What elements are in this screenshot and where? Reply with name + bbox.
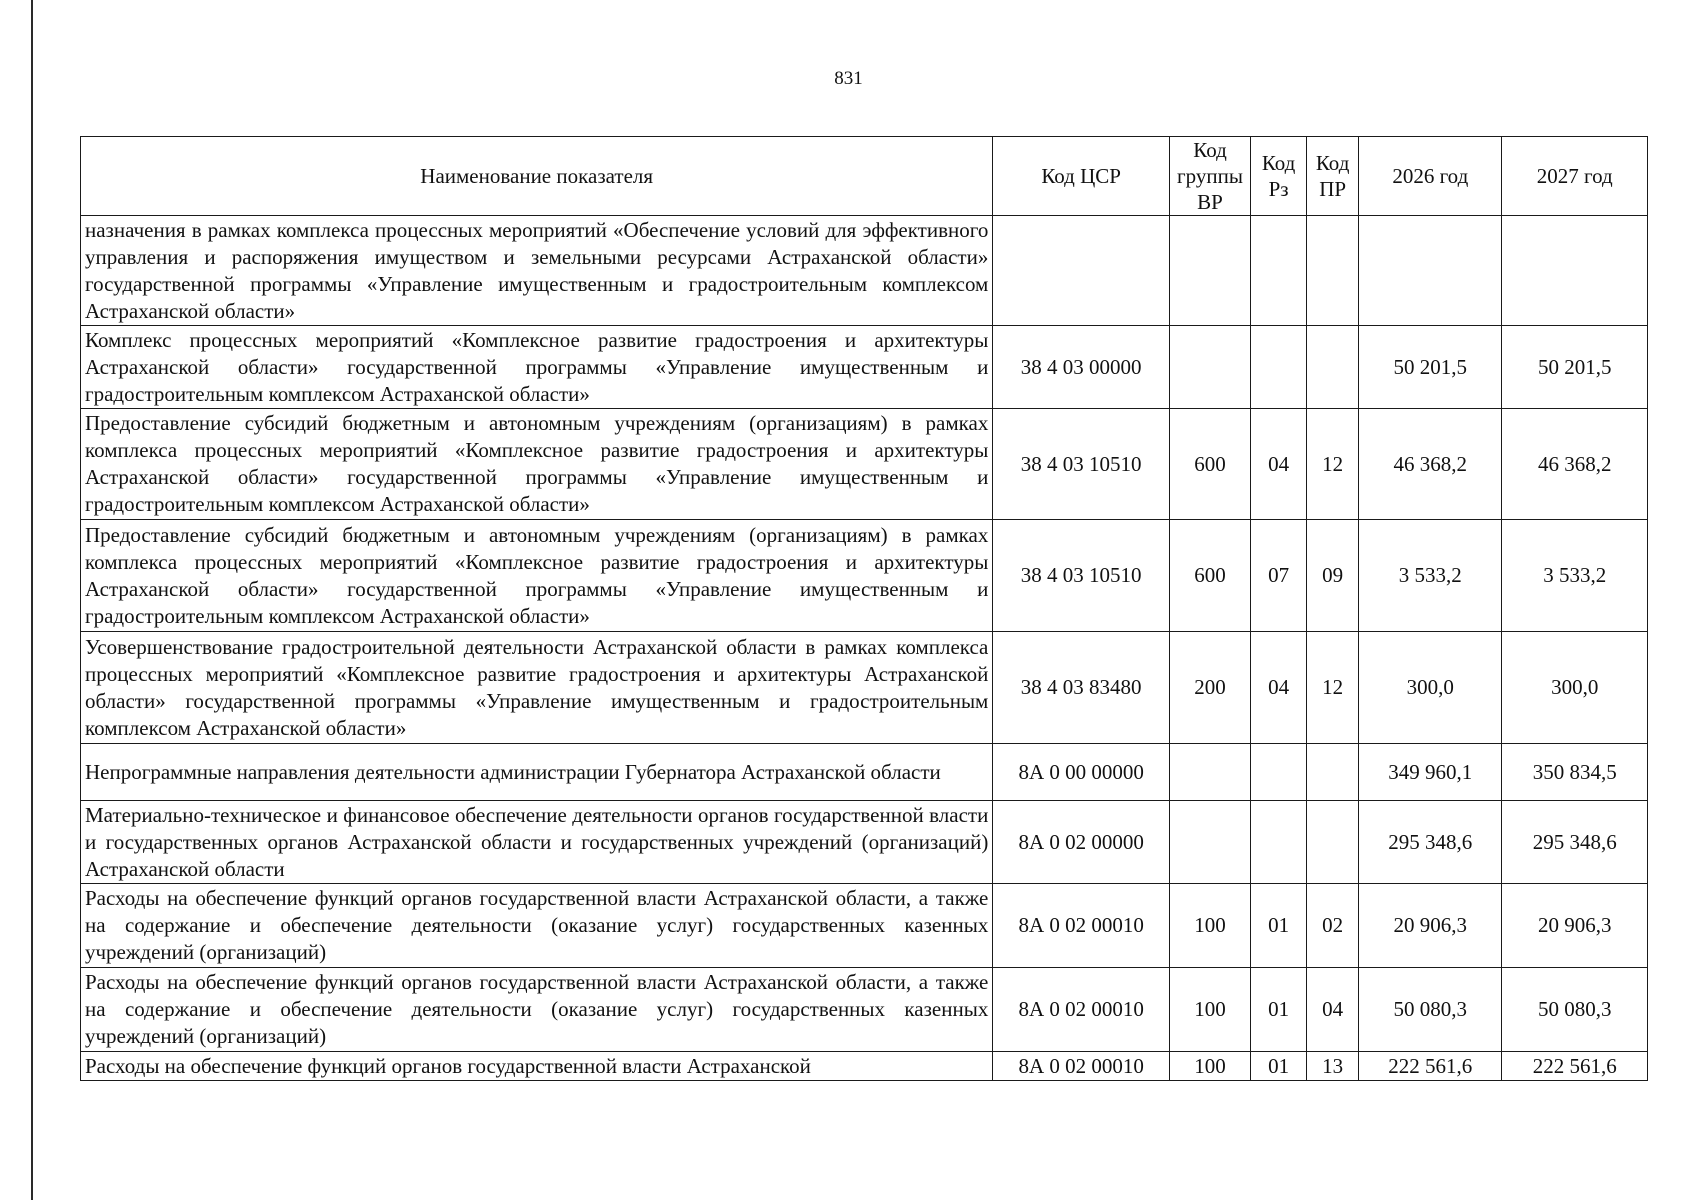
row-2026: 349 960,1 xyxy=(1359,744,1502,801)
row-2026: 295 348,6 xyxy=(1359,801,1502,884)
row-2027 xyxy=(1502,216,1648,326)
row-2026: 20 906,3 xyxy=(1359,884,1502,968)
row-rz: 01 xyxy=(1251,884,1307,968)
row-rz xyxy=(1251,744,1307,801)
row-rz xyxy=(1251,801,1307,884)
table-row xyxy=(81,326,1648,409)
header-pr: Код ПР xyxy=(1307,137,1359,216)
row-name: назначения в рамках комплекса процессных мероприятий «Обеспечение условий для эффективного управления и распоряжения имуществом и земельными ресурсами Астраханской области» государственной программы «Управление имущественным и градостроительным комплексом Астраханской области» xyxy=(81,216,993,326)
row-vr: 600 xyxy=(1169,409,1250,520)
row-name: Материально-техническое и финансовое обеспечение деятельности органов государственной власти и государственных органов Астраханской области и государственных учреждений (организаций) Астраханской области xyxy=(81,801,993,884)
table-row xyxy=(81,801,1648,884)
table-row xyxy=(81,744,1648,801)
row-vr xyxy=(1169,216,1250,326)
header-csr: Код ЦСР xyxy=(993,137,1170,216)
table-header-row xyxy=(81,137,1648,216)
row-2026: 50 080,3 xyxy=(1359,968,1502,1052)
row-csr: 8А 0 02 00000 xyxy=(993,801,1170,884)
row-2026 xyxy=(1359,216,1502,326)
table-row xyxy=(81,520,1648,632)
row-pr xyxy=(1307,801,1359,884)
row-name: Предоставление субсидий бюджетным и автономным учреждениям (организациям) в рамках комплекса процессных мероприятий «Комплексное развитие градостроения и архитектуры Астраханской области» государственной программы «Управление имущественным и градостроительным комплексом Астраханской области» xyxy=(81,409,993,520)
row-csr: 38 4 03 00000 xyxy=(993,326,1170,409)
header-vr: Код группы ВР xyxy=(1169,137,1250,216)
row-2026: 300,0 xyxy=(1359,632,1502,744)
table-row xyxy=(81,216,1648,326)
row-pr: 02 xyxy=(1307,884,1359,968)
row-2027: 350 834,5 xyxy=(1502,744,1648,801)
row-rz: 04 xyxy=(1251,632,1307,744)
row-rz: 04 xyxy=(1251,409,1307,520)
header-2026: 2026 год xyxy=(1359,137,1502,216)
row-rz xyxy=(1251,326,1307,409)
table-row xyxy=(81,632,1648,744)
row-vr xyxy=(1169,801,1250,884)
table-row xyxy=(81,884,1648,968)
header-name: Наименование показателя xyxy=(81,137,993,216)
row-pr: 09 xyxy=(1307,520,1359,632)
row-2027: 46 368,2 xyxy=(1502,409,1648,520)
row-name: Предоставление субсидий бюджетным и автономным учреждениям (организациям) в рамках комплекса процессных мероприятий «Комплексное развитие градостроения и архитектуры Астраханской области» государственной программы «Управление имущественным и градостроительным комплексом Астраханской области» xyxy=(81,520,993,632)
table-row xyxy=(81,409,1648,520)
row-csr: 8А 0 02 00010 xyxy=(993,1052,1170,1081)
row-2026: 3 533,2 xyxy=(1359,520,1502,632)
row-csr: 38 4 03 10510 xyxy=(993,409,1170,520)
header-2027: 2027 год xyxy=(1502,137,1648,216)
row-name: Расходы на обеспечение функций органов государственной власти Астраханской области, а также на содержание и обеспечение деятельности (оказание услуг) государственных казенных учреждений (организаций) xyxy=(81,884,993,968)
row-rz: 07 xyxy=(1251,520,1307,632)
row-rz: 01 xyxy=(1251,1052,1307,1081)
row-name: Расходы на обеспечение функций органов государственной власти Астраханской xyxy=(81,1052,993,1081)
row-2027: 222 561,6 xyxy=(1502,1052,1648,1081)
table-row xyxy=(81,968,1648,1052)
row-2026: 46 368,2 xyxy=(1359,409,1502,520)
row-pr: 13 xyxy=(1307,1052,1359,1081)
row-2027: 300,0 xyxy=(1502,632,1648,744)
row-2026: 222 561,6 xyxy=(1359,1052,1502,1081)
row-name: Непрограммные направления деятельности администрации Губернатора Астраханской области xyxy=(81,744,993,801)
row-name: Комплекс процессных мероприятий «Комплексное развитие градостроения и архитектуры Астраханской области» государственной программы «Управление имущественным и градостроительным комплексом Астраханской области» xyxy=(81,326,993,409)
row-2027: 295 348,6 xyxy=(1502,801,1648,884)
scan-edge-line xyxy=(31,0,33,1200)
row-csr: 38 4 03 10510 xyxy=(993,520,1170,632)
row-pr: 12 xyxy=(1307,409,1359,520)
row-2026: 50 201,5 xyxy=(1359,326,1502,409)
row-vr: 600 xyxy=(1169,520,1250,632)
row-name: Усовершенствование градостроительной деятельности Астраханской области в рамках комплекса процессных мероприятий «Комплексное развитие градостроения и архитектуры Астраханской области» государственной программы «Управление имущественным и градостроительным комплексом Астраханской области» xyxy=(81,632,993,744)
row-2027: 50 080,3 xyxy=(1502,968,1648,1052)
row-rz xyxy=(1251,216,1307,326)
row-pr xyxy=(1307,326,1359,409)
row-pr xyxy=(1307,216,1359,326)
row-2027: 20 906,3 xyxy=(1502,884,1648,968)
row-2027: 50 201,5 xyxy=(1502,326,1648,409)
row-csr: 38 4 03 83480 xyxy=(993,632,1170,744)
row-vr xyxy=(1169,744,1250,801)
row-csr: 8А 0 02 00010 xyxy=(993,884,1170,968)
row-vr xyxy=(1169,326,1250,409)
row-rz: 01 xyxy=(1251,968,1307,1052)
row-pr: 04 xyxy=(1307,968,1359,1052)
row-csr xyxy=(993,216,1170,326)
row-vr: 100 xyxy=(1169,1052,1250,1081)
table-row xyxy=(81,1052,1648,1081)
row-2027: 3 533,2 xyxy=(1502,520,1648,632)
header-rz: Код Рз xyxy=(1251,137,1307,216)
row-vr: 200 xyxy=(1169,632,1250,744)
row-pr: 12 xyxy=(1307,632,1359,744)
budget-table xyxy=(80,136,1648,1081)
row-csr: 8А 0 02 00010 xyxy=(993,968,1170,1052)
row-pr xyxy=(1307,744,1359,801)
row-csr: 8А 0 00 00000 xyxy=(993,744,1170,801)
page-number: 831 xyxy=(834,68,863,89)
row-name: Расходы на обеспечение функций органов государственной власти Астраханской области, а также на содержание и обеспечение деятельности (оказание услуг) государственных казенных учреждений (организаций) xyxy=(81,968,993,1052)
row-vr: 100 xyxy=(1169,968,1250,1052)
row-vr: 100 xyxy=(1169,884,1250,968)
